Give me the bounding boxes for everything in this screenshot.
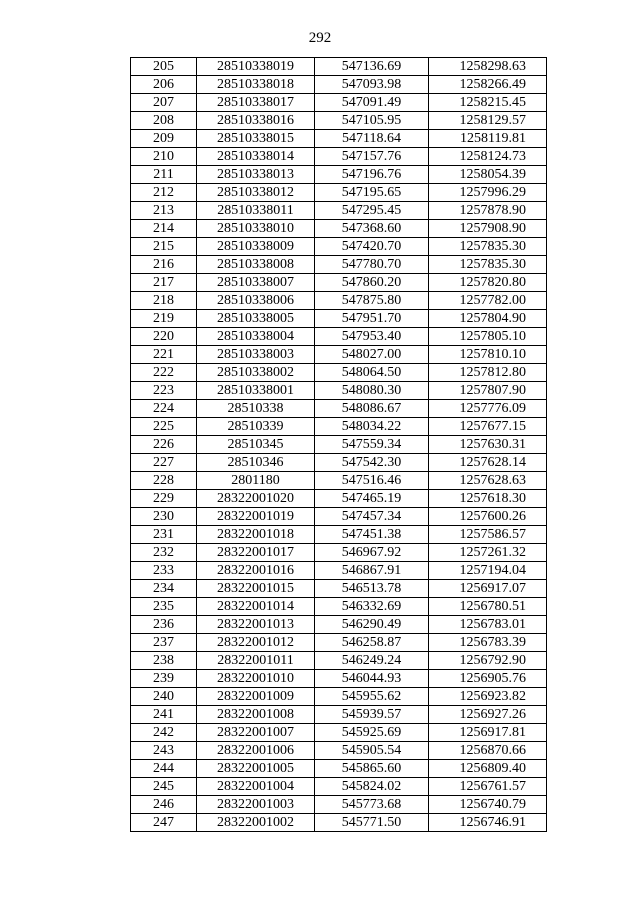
y-coordinate-cell: 1256740.79	[429, 796, 547, 814]
table-row	[131, 508, 547, 526]
table-row	[131, 688, 547, 706]
point-code-cell: 28510345	[197, 436, 315, 454]
y-coordinate-cell: 1257776.09	[429, 400, 547, 418]
y-coordinate-cell: 1257908.90	[429, 220, 547, 238]
x-coordinate-cell: 545925.69	[315, 724, 429, 742]
row-number-cell: 232	[131, 544, 197, 562]
table-row	[131, 364, 547, 382]
row-number-cell: 216	[131, 256, 197, 274]
y-coordinate-cell: 1257586.57	[429, 526, 547, 544]
point-code-cell: 28322001005	[197, 760, 315, 778]
x-coordinate-cell: 547091.49	[315, 94, 429, 112]
x-coordinate-cell: 545905.54	[315, 742, 429, 760]
row-number-cell: 226	[131, 436, 197, 454]
table-row	[131, 616, 547, 634]
x-coordinate-cell: 548064.50	[315, 364, 429, 382]
y-coordinate-cell: 1258129.57	[429, 112, 547, 130]
point-code-cell: 28510338007	[197, 274, 315, 292]
table-row	[131, 670, 547, 688]
table-row	[131, 76, 547, 94]
x-coordinate-cell: 547118.64	[315, 130, 429, 148]
table-row	[131, 544, 547, 562]
table-row	[131, 652, 547, 670]
y-coordinate-cell: 1256783.39	[429, 634, 547, 652]
x-coordinate-cell: 548034.22	[315, 418, 429, 436]
x-coordinate-cell: 545771.50	[315, 814, 429, 832]
y-coordinate-cell: 1257812.80	[429, 364, 547, 382]
table-row	[131, 436, 547, 454]
x-coordinate-cell: 547516.46	[315, 472, 429, 490]
point-code-cell: 28322001004	[197, 778, 315, 796]
y-coordinate-cell: 1257996.29	[429, 184, 547, 202]
row-number-cell: 208	[131, 112, 197, 130]
table-row	[131, 526, 547, 544]
row-number-cell: 229	[131, 490, 197, 508]
y-coordinate-cell: 1257805.10	[429, 328, 547, 346]
x-coordinate-cell: 546513.78	[315, 580, 429, 598]
y-coordinate-cell: 1257804.90	[429, 310, 547, 328]
y-coordinate-cell: 1256746.91	[429, 814, 547, 832]
table-row	[131, 580, 547, 598]
row-number-cell: 224	[131, 400, 197, 418]
x-coordinate-cell: 547465.19	[315, 490, 429, 508]
row-number-cell: 225	[131, 418, 197, 436]
row-number-cell: 235	[131, 598, 197, 616]
y-coordinate-cell: 1257677.15	[429, 418, 547, 436]
point-code-cell: 28510338001	[197, 382, 315, 400]
x-coordinate-cell: 545824.02	[315, 778, 429, 796]
row-number-cell: 211	[131, 166, 197, 184]
table-row	[131, 346, 547, 364]
point-code-cell: 28510338002	[197, 364, 315, 382]
row-number-cell: 246	[131, 796, 197, 814]
x-coordinate-cell: 547295.45	[315, 202, 429, 220]
row-number-cell: 205	[131, 58, 197, 76]
x-coordinate-cell: 547951.70	[315, 310, 429, 328]
row-number-cell: 220	[131, 328, 197, 346]
point-code-cell: 28510338014	[197, 148, 315, 166]
y-coordinate-cell: 1256783.01	[429, 616, 547, 634]
point-code-cell: 28510338008	[197, 256, 315, 274]
row-number-cell: 243	[131, 742, 197, 760]
table-row	[131, 184, 547, 202]
x-coordinate-cell: 545955.62	[315, 688, 429, 706]
table-row	[131, 760, 547, 778]
x-coordinate-cell: 546332.69	[315, 598, 429, 616]
row-number-cell: 238	[131, 652, 197, 670]
table-row	[131, 706, 547, 724]
point-code-cell: 28510338006	[197, 292, 315, 310]
table-row	[131, 472, 547, 490]
table-row	[131, 418, 547, 436]
point-code-cell: 28510339	[197, 418, 315, 436]
x-coordinate-cell: 548027.00	[315, 346, 429, 364]
table-row	[131, 112, 547, 130]
y-coordinate-cell: 1258298.63	[429, 58, 547, 76]
table-row	[131, 328, 547, 346]
y-coordinate-cell: 1257807.90	[429, 382, 547, 400]
row-number-cell: 231	[131, 526, 197, 544]
row-number-cell: 239	[131, 670, 197, 688]
point-code-cell: 28322001012	[197, 634, 315, 652]
row-number-cell: 234	[131, 580, 197, 598]
x-coordinate-cell: 545773.68	[315, 796, 429, 814]
row-number-cell: 240	[131, 688, 197, 706]
x-coordinate-cell: 547457.34	[315, 508, 429, 526]
table-row	[131, 382, 547, 400]
x-coordinate-cell: 547451.38	[315, 526, 429, 544]
y-coordinate-cell: 1256792.90	[429, 652, 547, 670]
y-coordinate-cell: 1257628.14	[429, 454, 547, 472]
point-code-cell: 28510338003	[197, 346, 315, 364]
x-coordinate-cell: 545939.57	[315, 706, 429, 724]
x-coordinate-cell: 547195.65	[315, 184, 429, 202]
x-coordinate-cell: 547875.80	[315, 292, 429, 310]
row-number-cell: 212	[131, 184, 197, 202]
row-number-cell: 222	[131, 364, 197, 382]
table-row	[131, 562, 547, 580]
x-coordinate-cell: 546044.93	[315, 670, 429, 688]
table-body	[131, 58, 547, 832]
point-code-cell: 28322001019	[197, 508, 315, 526]
table-row	[131, 148, 547, 166]
point-code-cell: 28322001003	[197, 796, 315, 814]
y-coordinate-cell: 1257628.63	[429, 472, 547, 490]
row-number-cell: 227	[131, 454, 197, 472]
point-code-cell: 28322001010	[197, 670, 315, 688]
y-coordinate-cell: 1258054.39	[429, 166, 547, 184]
row-number-cell: 244	[131, 760, 197, 778]
row-number-cell: 221	[131, 346, 197, 364]
y-coordinate-cell: 1257810.10	[429, 346, 547, 364]
point-code-cell: 28510338016	[197, 112, 315, 130]
x-coordinate-cell: 546967.92	[315, 544, 429, 562]
row-number-cell: 228	[131, 472, 197, 490]
point-code-cell: 28510338018	[197, 76, 315, 94]
point-code-cell: 28322001011	[197, 652, 315, 670]
point-code-cell: 28510338	[197, 400, 315, 418]
table-row	[131, 292, 547, 310]
table-row	[131, 490, 547, 508]
row-number-cell: 219	[131, 310, 197, 328]
y-coordinate-cell: 1257600.26	[429, 508, 547, 526]
point-code-cell: 2801180	[197, 472, 315, 490]
x-coordinate-cell: 547093.98	[315, 76, 429, 94]
row-number-cell: 214	[131, 220, 197, 238]
point-code-cell: 28322001013	[197, 616, 315, 634]
y-coordinate-cell: 1256809.40	[429, 760, 547, 778]
point-code-cell: 28322001016	[197, 562, 315, 580]
row-number-cell: 230	[131, 508, 197, 526]
row-number-cell: 207	[131, 94, 197, 112]
row-number-cell: 206	[131, 76, 197, 94]
y-coordinate-cell: 1256780.51	[429, 598, 547, 616]
table-row	[131, 454, 547, 472]
y-coordinate-cell: 1256870.66	[429, 742, 547, 760]
point-code-cell: 28322001015	[197, 580, 315, 598]
table-row	[131, 778, 547, 796]
x-coordinate-cell: 547953.40	[315, 328, 429, 346]
x-coordinate-cell: 547420.70	[315, 238, 429, 256]
x-coordinate-cell: 547559.34	[315, 436, 429, 454]
row-number-cell: 213	[131, 202, 197, 220]
x-coordinate-cell: 547157.76	[315, 148, 429, 166]
point-code-cell: 28322001014	[197, 598, 315, 616]
table-row	[131, 238, 547, 256]
point-code-cell: 28322001020	[197, 490, 315, 508]
x-coordinate-cell: 546258.87	[315, 634, 429, 652]
x-coordinate-cell: 545865.60	[315, 760, 429, 778]
row-number-cell: 223	[131, 382, 197, 400]
row-number-cell: 209	[131, 130, 197, 148]
row-number-cell: 242	[131, 724, 197, 742]
y-coordinate-cell: 1258119.81	[429, 130, 547, 148]
y-coordinate-cell: 1257630.31	[429, 436, 547, 454]
table-row	[131, 202, 547, 220]
y-coordinate-cell: 1256905.76	[429, 670, 547, 688]
x-coordinate-cell: 546867.91	[315, 562, 429, 580]
table-row	[131, 94, 547, 112]
x-coordinate-cell: 548086.67	[315, 400, 429, 418]
point-code-cell: 28510338012	[197, 184, 315, 202]
x-coordinate-cell: 546249.24	[315, 652, 429, 670]
point-code-cell: 28322001002	[197, 814, 315, 832]
point-code-cell: 28322001007	[197, 724, 315, 742]
y-coordinate-cell: 1258124.73	[429, 148, 547, 166]
x-coordinate-cell: 547542.30	[315, 454, 429, 472]
table-row	[131, 58, 547, 76]
y-coordinate-cell: 1257835.30	[429, 256, 547, 274]
row-number-cell: 241	[131, 706, 197, 724]
point-code-cell: 28510338005	[197, 310, 315, 328]
x-coordinate-cell: 547860.20	[315, 274, 429, 292]
point-code-cell: 28322001009	[197, 688, 315, 706]
row-number-cell: 247	[131, 814, 197, 832]
table-row	[131, 274, 547, 292]
row-number-cell: 233	[131, 562, 197, 580]
table-row	[131, 796, 547, 814]
row-number-cell: 215	[131, 238, 197, 256]
table-row	[131, 130, 547, 148]
point-code-cell: 28322001017	[197, 544, 315, 562]
y-coordinate-cell: 1257835.30	[429, 238, 547, 256]
y-coordinate-cell: 1256761.57	[429, 778, 547, 796]
point-code-cell: 28510338015	[197, 130, 315, 148]
table-row	[131, 400, 547, 418]
y-coordinate-cell: 1257261.32	[429, 544, 547, 562]
table-row	[131, 634, 547, 652]
point-code-cell: 28510338013	[197, 166, 315, 184]
point-code-cell: 28510338010	[197, 220, 315, 238]
table-row	[131, 724, 547, 742]
point-code-cell: 28510338004	[197, 328, 315, 346]
table-row	[131, 166, 547, 184]
table-row	[131, 742, 547, 760]
row-number-cell: 236	[131, 616, 197, 634]
x-coordinate-cell: 547105.95	[315, 112, 429, 130]
x-coordinate-cell: 548080.30	[315, 382, 429, 400]
page-number: 292	[308, 30, 332, 46]
table-row	[131, 598, 547, 616]
x-coordinate-cell: 547780.70	[315, 256, 429, 274]
y-coordinate-cell: 1256927.26	[429, 706, 547, 724]
table-row	[131, 310, 547, 328]
point-code-cell: 28510338019	[197, 58, 315, 76]
x-coordinate-cell: 547368.60	[315, 220, 429, 238]
y-coordinate-cell: 1256917.81	[429, 724, 547, 742]
y-coordinate-cell: 1257820.80	[429, 274, 547, 292]
point-code-cell: 28510338017	[197, 94, 315, 112]
point-code-cell: 28510338011	[197, 202, 315, 220]
coordinates-table	[130, 57, 547, 832]
y-coordinate-cell: 1258266.49	[429, 76, 547, 94]
y-coordinate-cell: 1256917.07	[429, 580, 547, 598]
y-coordinate-cell: 1257194.04	[429, 562, 547, 580]
point-code-cell: 28322001008	[197, 706, 315, 724]
row-number-cell: 217	[131, 274, 197, 292]
point-code-cell: 28322001018	[197, 526, 315, 544]
point-code-cell: 28510346	[197, 454, 315, 472]
x-coordinate-cell: 546290.49	[315, 616, 429, 634]
y-coordinate-cell: 1257782.00	[429, 292, 547, 310]
y-coordinate-cell: 1258215.45	[429, 94, 547, 112]
point-code-cell: 28322001006	[197, 742, 315, 760]
point-code-cell: 28510338009	[197, 238, 315, 256]
x-coordinate-cell: 547136.69	[315, 58, 429, 76]
table-row	[131, 220, 547, 238]
y-coordinate-cell: 1256923.82	[429, 688, 547, 706]
table-row	[131, 814, 547, 832]
row-number-cell: 237	[131, 634, 197, 652]
row-number-cell: 218	[131, 292, 197, 310]
x-coordinate-cell: 547196.76	[315, 166, 429, 184]
table-row	[131, 256, 547, 274]
y-coordinate-cell: 1257878.90	[429, 202, 547, 220]
y-coordinate-cell: 1257618.30	[429, 490, 547, 508]
row-number-cell: 210	[131, 148, 197, 166]
row-number-cell: 245	[131, 778, 197, 796]
